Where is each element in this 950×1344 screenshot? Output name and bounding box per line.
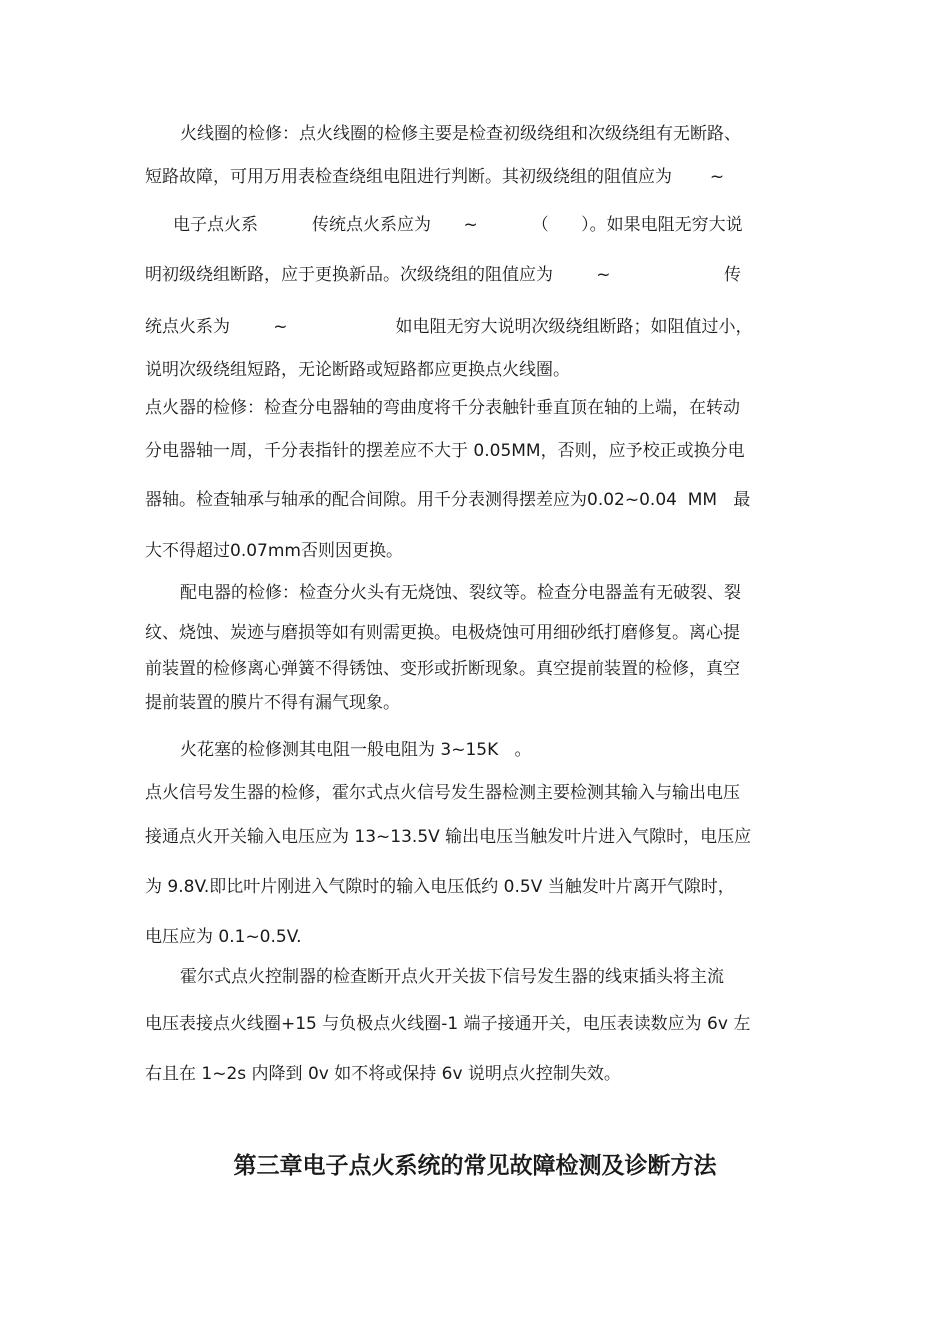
text-line: 霍尔式点火控制器的检查断开点火开关拔下信号发生器的线束插头将主流 xyxy=(180,967,724,987)
text-line: 器轴。检查轴承与轴承的配合间隙。用千分表测得摆差应为0.02~0.04 MM 最 xyxy=(145,490,751,510)
text-line: 点火信号发生器的检修，霍尔式点火信号发生器检测主要检测其输入与输出电压 xyxy=(145,783,740,803)
text-line: 配电器的检修：检查分火头有无烧蚀、裂纹等。检查分电器盖有无破裂、裂 xyxy=(180,583,741,603)
text-line: 右且在 1~2s 内降到 0v 如不将或保持 6v 说明点火控制失效。 xyxy=(145,1064,621,1084)
text-line: 电子点火系 传统点火系应为 ~ （ ）。如果电阻无穷大说 xyxy=(173,215,743,235)
text-line: 火花塞的检修测其电阻一般电阻为 3~15K 。 xyxy=(180,740,532,760)
text-line: 接通点火开关输入电压应为 13~13.5V 输出电压当触发叶片进入气隙时，电压应 xyxy=(145,827,752,847)
text-line: 明初级绕组断路，应于更换新品。次级绕组的阻值应为 ~ 传 xyxy=(145,265,741,285)
text-line: 统点火系为 ~ 如电阻无穷大说明次级绕组断路；如阻值过小， xyxy=(145,317,753,337)
text-line: 短路故障，可用万用表检查绕组电阻进行判断。其初级绕组的阻值应为 ~ xyxy=(145,167,725,187)
chapter-heading: 第三章电子点火系统的常见故障检测及诊断方法 xyxy=(233,1153,717,1179)
text-line: 大不得超过0.07mm否则因更换。 xyxy=(145,541,403,561)
text-line: 火线圈的检修：点火线圈的检修主要是检查初级绕组和次级绕组有无断路、 xyxy=(180,124,741,144)
text-line: 纹、烧蚀、炭迹与磨损等如有则需更换。电极烧蚀可用细砂纸打磨修复。离心提 xyxy=(145,623,740,643)
text-line: 前装置的检修离心弹簧不得锈蚀、变形或折断现象。真空提前装置的检修，真空 xyxy=(145,659,740,679)
text-line: 分电器轴一周，千分表指针的摆差应不大于 0.05MM，否则，应予校正或换分电 xyxy=(145,441,745,461)
text-line: 为 9.8V.即比叶片刚进入气隙时的输入电压低约 0.5V 当触发叶片离开气隙时， xyxy=(145,877,735,897)
text-line: 点火器的检修：检查分电器轴的弯曲度将千分表触针垂直顶在轴的上端，在转动 xyxy=(145,398,740,418)
text-line: 电压表接点火线圈+15 与负极点火线圈-1 端子接通开关，电压表读数应为 6v 左 xyxy=(145,1014,751,1034)
text-line: 说明次级绕组短路，无论断路或短路都应更换点火线圈。 xyxy=(145,360,570,380)
text-line: 电压应为 0.1~0.5V. xyxy=(145,927,302,947)
text-line: 提前装置的膜片不得有漏气现象。 xyxy=(145,693,400,713)
